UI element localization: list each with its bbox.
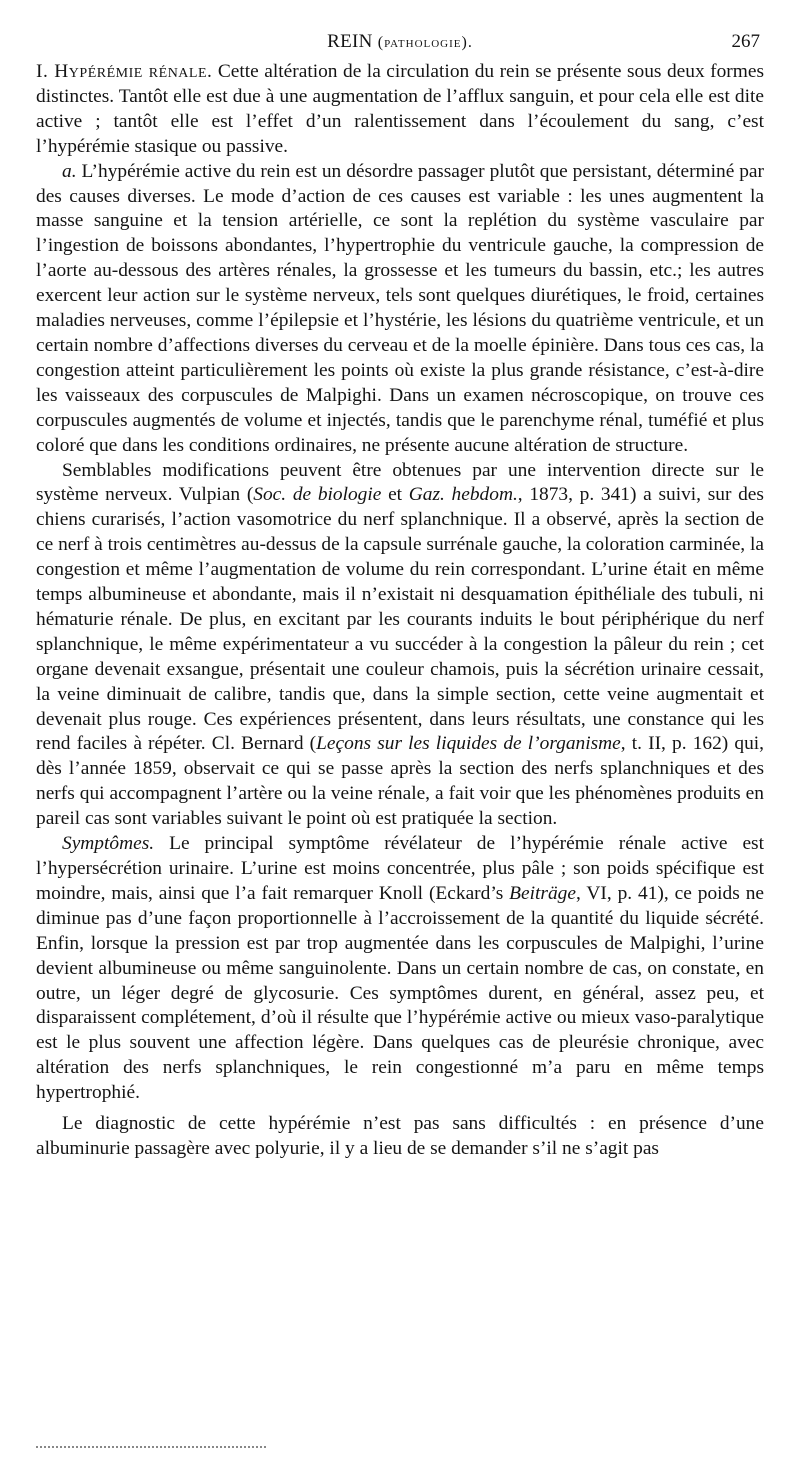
paragraph-text: Le diagnostic de cette hypérémie n’est pas sans difficultés : en présence d’une albuminurie passagère avec polyurie, il y a lieu de se demander s’il ne s’agit pas <box>36 1113 764 1159</box>
citation-title: Leçons sur les liquides de l’organisme <box>316 733 621 755</box>
paragraph-text: L’hypérémie active du rein est un désordre passager plutôt que persistant, déterminé par des causes diverses. Le mode d’action de ces causes est variable : les unes augmentent la masse sanguine et la tension artérielle, ce sont la replétion du système vasculaire par l’ingestion de boissons abondantes, l’hypertrophie du ventricule gauche, la compression de l’aorte au-dessous des artères rénales, la grossesse et les tumeurs du bassin, etc.; les autres exercent leur action sur le système nerveux, tels sont quelques diurétiques, le froid, certaines maladies nerveuses, comme l’épilepsie et l’hystérie, les lésions du quatrième ventricule, et un certain nombre d’affections diverses du cerveau et de la moelle épinière. Dans tous ces cas, la congestion atteint particulièrement les points où existe la plus grande résistance, c’est-à-dire les vaisseaux des corpuscules de Malpighi. Dans un examen nécroscopique, on trouve ces corpuscules augmentés de volume et injectés, tandis que le parenchyme rénal, tuméfié et plus coloré que dans les conditions ordinaires, ne présente aucune altération de structure. <box>36 160 764 456</box>
citation-title: Gaz. hebdom. <box>408 484 518 506</box>
footer-dotted-rule <box>36 1446 266 1448</box>
subsection-label: Symptômes. <box>62 833 155 855</box>
text-run: , t. II, p. 162) qui, dès l’année 1859, observait ce qui se passe après la section des nerfs splanchniques et des nerfs qui accompagnent l’artère ou la veine rénale, a fait voir que les phénomènes produits en pareil cas sont variables suivant le point où est pratiquée la section. <box>36 733 765 830</box>
subsection-label: a. <box>62 160 77 182</box>
page-number: 267 <box>731 31 760 52</box>
running-title-sub: (pathologie). <box>377 34 473 51</box>
paragraph-diagnosis <box>36 1112 764 1162</box>
text-run: , VI, p. 41), ce poids ne diminue pas d’une façon proportionnelle à l’accroissement de la quantité du liquide sécrété. Enfin, lorsque la pression est par trop augmentée dans les corpuscules de Malpighi, l’urine devient albumineuse ou même sanguinolente. Dans un certain nombre de cas, on constate, en outre, un léger degré de glycosurie. Ces symptômes durent, en général, assez peu, et disparaissent complétement, d’où il résulte que l’hypérémie active ou mieux vaso-paralytique est le plus souvent une affection légère. Dans quelques cas de pleurésie chronique, avec altération des nerfs splanchniques, le rein congestionné m’a paru en même temps hypertrophié. <box>36 882 764 1104</box>
paragraph-renal-hyperemia <box>36 60 764 160</box>
paragraph-symptoms <box>36 832 764 1106</box>
running-header <box>36 30 764 60</box>
running-title-main: REIN <box>327 31 373 52</box>
paragraph-text: Cette altération de la circulation du rein se présente sous deux formes distinctes. Tantôt elle est due à une augmentation de l’afflux sanguin, et pour cela elle est dite active ; tantôt elle est l’effet d’un ralentissement dans l’écoulement du sang, c’est l’hypérémie stasique ou passive. <box>36 61 764 157</box>
running-title <box>36 30 764 56</box>
text-run: et <box>381 484 409 506</box>
paragraph-active-hyperemia <box>36 160 764 459</box>
text-run: , 1873, p. 341) a suivi, sur des chiens curarisés, l’action vasomotrice du nerf splanchnique. Il a observé, après la section de ce nerf à trois centimètres au-dessus de la capsule surrénale gauche, la coloration carminée, la congestion et même l’augmentation de volume du rein correspondant. L’urine était en même temps albumineuse et abondante, mais il n’existait ni desquamation épithéliale des tubuli, ni hématurie rénale. De plus, en excitant par les courants induits le bout périphérique du nerf splanchnique, le même expérimentateur a vu succéder à la congestion la pâleur du rein ; cet organe devenait exsangue, présentait une couleur chamois, puis la sécrétion urinaire cessait, la veine diminuait de calibre, tandis que, dans la simple section, cette veine augmentait et devenait plus rouge. Ces expériences présentent, dans leurs résultats, une constance qui les rend faciles à répéter. Cl. Bernard ( <box>36 484 764 755</box>
section-heading: I. Hypérémie rénale. <box>36 61 213 82</box>
text-run: Le principal symptôme révélateur de l’hypérémie rénale active est l’hypersécrétion urinaire. L’urine est moins concentrée, plus pâle ; son poids spécifique est moindre, mais, ainsi que l’a fait remarquer Knoll (Eckard’s <box>36 833 764 904</box>
paragraph-experiments <box>36 459 764 833</box>
text-run: Semblables modifications peuvent être obtenues par une intervention directe sur le système nerveux. Vulpian ( <box>36 459 764 506</box>
citation-title: Soc. de biologie <box>253 484 382 506</box>
citation-title: Beiträge <box>509 882 576 904</box>
